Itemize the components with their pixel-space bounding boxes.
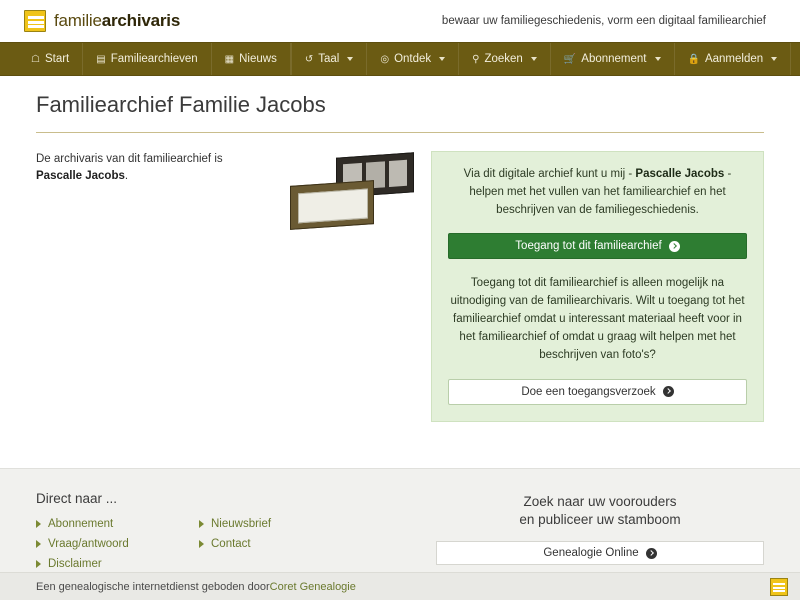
footer-bottom-bar [0, 572, 800, 600]
lock-icon: 🔒 [687, 53, 700, 65]
chevron-right-icon [36, 540, 41, 548]
site-logo[interactable] [24, 10, 180, 32]
intro-suffix: . [124, 170, 129, 183]
nav-label: Familiearchieven [110, 53, 198, 65]
nav-label: Ontdek [394, 53, 432, 65]
nav-item-taal[interactable] [291, 43, 368, 75]
nav-label: Zoeken [484, 53, 523, 65]
footer-link-contact[interactable] [199, 538, 324, 550]
archive-box-icon[interactable] [770, 578, 788, 596]
request-access-button[interactable] [448, 379, 747, 405]
footer-link-nieuwsbrief[interactable] [199, 518, 324, 530]
archive-photo-column [266, 151, 431, 422]
globe-icon: ↺ [304, 53, 314, 65]
arrow-right-icon [646, 548, 657, 559]
promo-line-1: Zoek naar uw voorouders [523, 494, 677, 509]
nav-label: Abonnement [581, 53, 647, 65]
promo-line-2: en publiceer uw stamboom [519, 512, 681, 528]
footer-link-label: Contact [211, 538, 251, 550]
footer-columns [0, 469, 800, 570]
photo-box-base [290, 180, 374, 230]
chevron-down-icon [655, 57, 661, 61]
folder-icon: ▤ [96, 53, 106, 65]
nav-item-nieuws[interactable] [212, 43, 291, 75]
main-content [0, 133, 800, 422]
request-access-button-label: Doe een toegangsverzoek [521, 385, 656, 398]
footer-link-label: Nieuwsbrief [211, 518, 272, 530]
nav-item-zoeken[interactable] [459, 43, 551, 75]
site-header [0, 0, 800, 42]
logo-text [54, 11, 180, 31]
nav-item-familiearchieven[interactable] [83, 43, 211, 75]
genealogie-online-label: Genealogie Online [543, 547, 639, 560]
chevron-right-icon [199, 540, 204, 548]
footer-link-label: Disclaimer [48, 558, 102, 570]
chevron-down-icon [771, 57, 777, 61]
cart-icon: 🛒 [563, 53, 577, 65]
logo-text-bold: archivaris [101, 11, 181, 30]
chevron-right-icon [36, 520, 41, 528]
archivist-name: Pascalle Jacobs [36, 170, 125, 183]
panel-text1-before: Via dit digitale archief kunt u mij - [463, 168, 636, 180]
page-title-area [0, 76, 800, 132]
nav-item-start[interactable] [18, 43, 83, 75]
chevron-down-icon [439, 57, 445, 61]
nav-item-abonnement[interactable] [551, 43, 675, 75]
access-archive-button-label: Toegang tot dit familiearchief [515, 240, 662, 253]
chevron-down-icon [347, 57, 353, 61]
footer-link-columns [36, 518, 436, 570]
nav-label: Aanmelden [704, 53, 764, 65]
archivist-intro [36, 151, 266, 422]
footer-credit-link[interactable]: Coret Genealogie [269, 580, 356, 593]
access-panel [431, 151, 764, 422]
archive-box-photo [284, 155, 414, 227]
page-title: Familiearchief Familie Jacobs [36, 92, 326, 117]
nav-group-right [291, 43, 791, 75]
panel-request-text: Toegang tot dit familiearchief is alleen mogelijk na uitnodiging van de familiearchivaris. Wilt u toegang tot het familiearchief omdat u interessant materiaal heeft voor in het familiearchief of omdat u graag wilt helpen met het beschrijven van foto's? [450, 277, 745, 361]
panel-intro-text [448, 166, 747, 219]
logo-text-light: familie [54, 11, 102, 30]
search-icon: ⚲ [472, 53, 480, 65]
footer-link-abonnement[interactable] [36, 518, 161, 530]
nav-item-ontdek[interactable] [367, 43, 459, 75]
chevron-down-icon [531, 57, 537, 61]
archive-box-icon [24, 10, 46, 32]
footer-link-label: Abonnement [48, 518, 114, 530]
intro-prefix: De archivaris van dit familiearchief is [36, 153, 223, 165]
nav-label: Nieuws [239, 53, 277, 65]
footer-link-column-1 [36, 518, 161, 570]
home-icon: ☖ [31, 53, 40, 65]
chevron-right-icon [36, 560, 41, 568]
footer-credit-text: Een genealogische internetdienst geboden door [36, 580, 270, 593]
arrow-right-icon [669, 241, 680, 252]
arrow-right-icon [663, 386, 674, 397]
nav-group-left [18, 43, 291, 75]
footer-heading: Direct naar ... [36, 491, 118, 506]
footer-link-disclaimer[interactable] [36, 558, 161, 570]
footer-promo [436, 491, 764, 570]
footer-link-column-2 [199, 518, 324, 570]
footer-links-area [36, 491, 436, 570]
nav-item-aanmelden[interactable] [675, 43, 792, 75]
compass-icon: ◎ [380, 53, 390, 65]
footer-link-label: Vraag/antwoord [48, 538, 129, 550]
panel-text1-name: Pascalle Jacobs [635, 168, 725, 180]
access-archive-button[interactable] [448, 233, 747, 259]
nav-label: Taal [318, 53, 340, 65]
site-tagline: bewaar uw familiegeschiedenis, vorm een digitaal familiearchief [441, 15, 766, 27]
footer-link-vraag-antwoord[interactable] [36, 538, 161, 550]
main-navigation [0, 42, 800, 76]
panel-text1-after: - helpen met het vullen van het familiearchief en het beschrijven van de familiegeschiedenis. [469, 168, 732, 216]
newspaper-icon: ▦ [224, 53, 235, 65]
genealogie-online-button[interactable] [436, 541, 764, 565]
chevron-right-icon [199, 520, 204, 528]
nav-label: Start [44, 53, 70, 65]
